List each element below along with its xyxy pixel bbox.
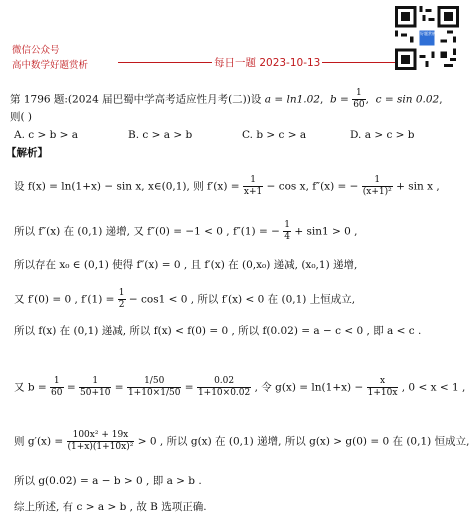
option-c: C. b > c > a <box>242 129 307 141</box>
solution-line-4: 又 f′(0) = 0 , f′(1) = $\frac{1}{2}$ − cos1 < 0 , 所以 f′(x) < 0 在 (0,1) 上恒成立, <box>14 288 356 310</box>
header-column-title: 高中数学好题赏析 <box>12 60 89 71</box>
value-a: a = ln1.02 <box>264 93 320 106</box>
problem-intro: 第 1796 题:(2024 届巴蜀中学高考适应性月考(二))设 <box>10 93 262 106</box>
header-account-label: 微信公众号 <box>12 45 60 56</box>
solution-line-5: 所以 f(x) 在 (0,1) 递减, 所以 f(x) < f(0) = 0 , 所以 f(0.02) = a − c < 0 , 即 a < c . <box>14 325 422 337</box>
qr-center-logo-text: 好题赏析 <box>420 31 436 36</box>
solution-line-2: 所以 f″(x) 在 (0,1) 递增, 又 f″(0) = −1 < 0 , f″(1) = − $\frac{1}{4}$ + sin1 > 0 , <box>14 220 358 242</box>
option-d: D. a > c > b <box>350 129 415 141</box>
problem-then: 则( ) <box>10 111 33 123</box>
problem-statement: 第 1796 题:(2024 届巴蜀中学高考适应性月考(二))设 a = ln1.02, b = $\frac{1}{60}$ , c = sin 0.02, <box>10 88 443 110</box>
fraction-1-over-x-plus-1: $\frac{1}{x+1}$ <box>243 175 263 197</box>
solution-line-6: 又 b = $\frac{1}{60}$ = $\frac{1}{50+10}$ = $\frac{1/50}{1+10\times 1/50}$ = $\frac{0.02}{1+10\times 0.02}$ , 令 g(x) = ln(1+x) − $\frac{x}{1+10x}$ , 0 < x < 1 , <box>14 376 466 398</box>
value-c: c = sin 0.02 <box>375 93 440 106</box>
analysis-heading: 【解析】 <box>6 147 48 159</box>
solution-conclusion: 综上所述, 有 c > a > b , 故 B 选项正确. <box>14 501 207 513</box>
daily-problem-date: 每日一题 2023-10-13 <box>214 57 321 69</box>
solution-line-3: 所以存在 x₀ ∈ (0,1) 使得 f″(x) = 0 , 且 f′(x) 在 (0,x₀) 递减, (x₀,1) 递增, <box>14 259 358 271</box>
solution-line-1: 设 f(x) = ln(1+x) − sin x, x∈(0,1), 则 f′(x) = $\frac{1}{x+1}$ − cos x, f″(x) = − $\frac{1}{\text{(x+1)²}}$ + sin x , <box>14 175 440 197</box>
qr-code-image <box>395 6 459 70</box>
solution-line-8: 所以 g(0.02) = a − b > 0 , 即 a > b . <box>14 475 202 487</box>
value-b-fraction: $\frac{1}{60}$ <box>353 88 365 110</box>
value-b-label: b = <box>329 93 349 106</box>
solution-line-7: 则 g′(x) = $\frac{\text{100x² + 19x}}{\text{(1+x)(1+10x)²}}$ > 0 , 所以 g(x) 在 (0,1) 递增, 所以 g(x) > g(0) = 0 在 (0,1) 恒成立, <box>14 430 470 452</box>
option-a: A. c > b > a <box>14 129 79 141</box>
fraction-second-derivative: $\frac{1}{\text{(x+1)²}}$ <box>362 175 392 197</box>
fraction-one-half: $\frac{1}{2}$ <box>118 288 125 310</box>
fraction-g-prime: $\frac{\text{100x² + 19x}}{\text{(1+x)(1+10x)²}}$ <box>67 430 134 452</box>
fraction-one-quarter: $\frac{1}{4}$ <box>284 220 291 242</box>
option-b: B. c > a > b <box>128 129 193 141</box>
